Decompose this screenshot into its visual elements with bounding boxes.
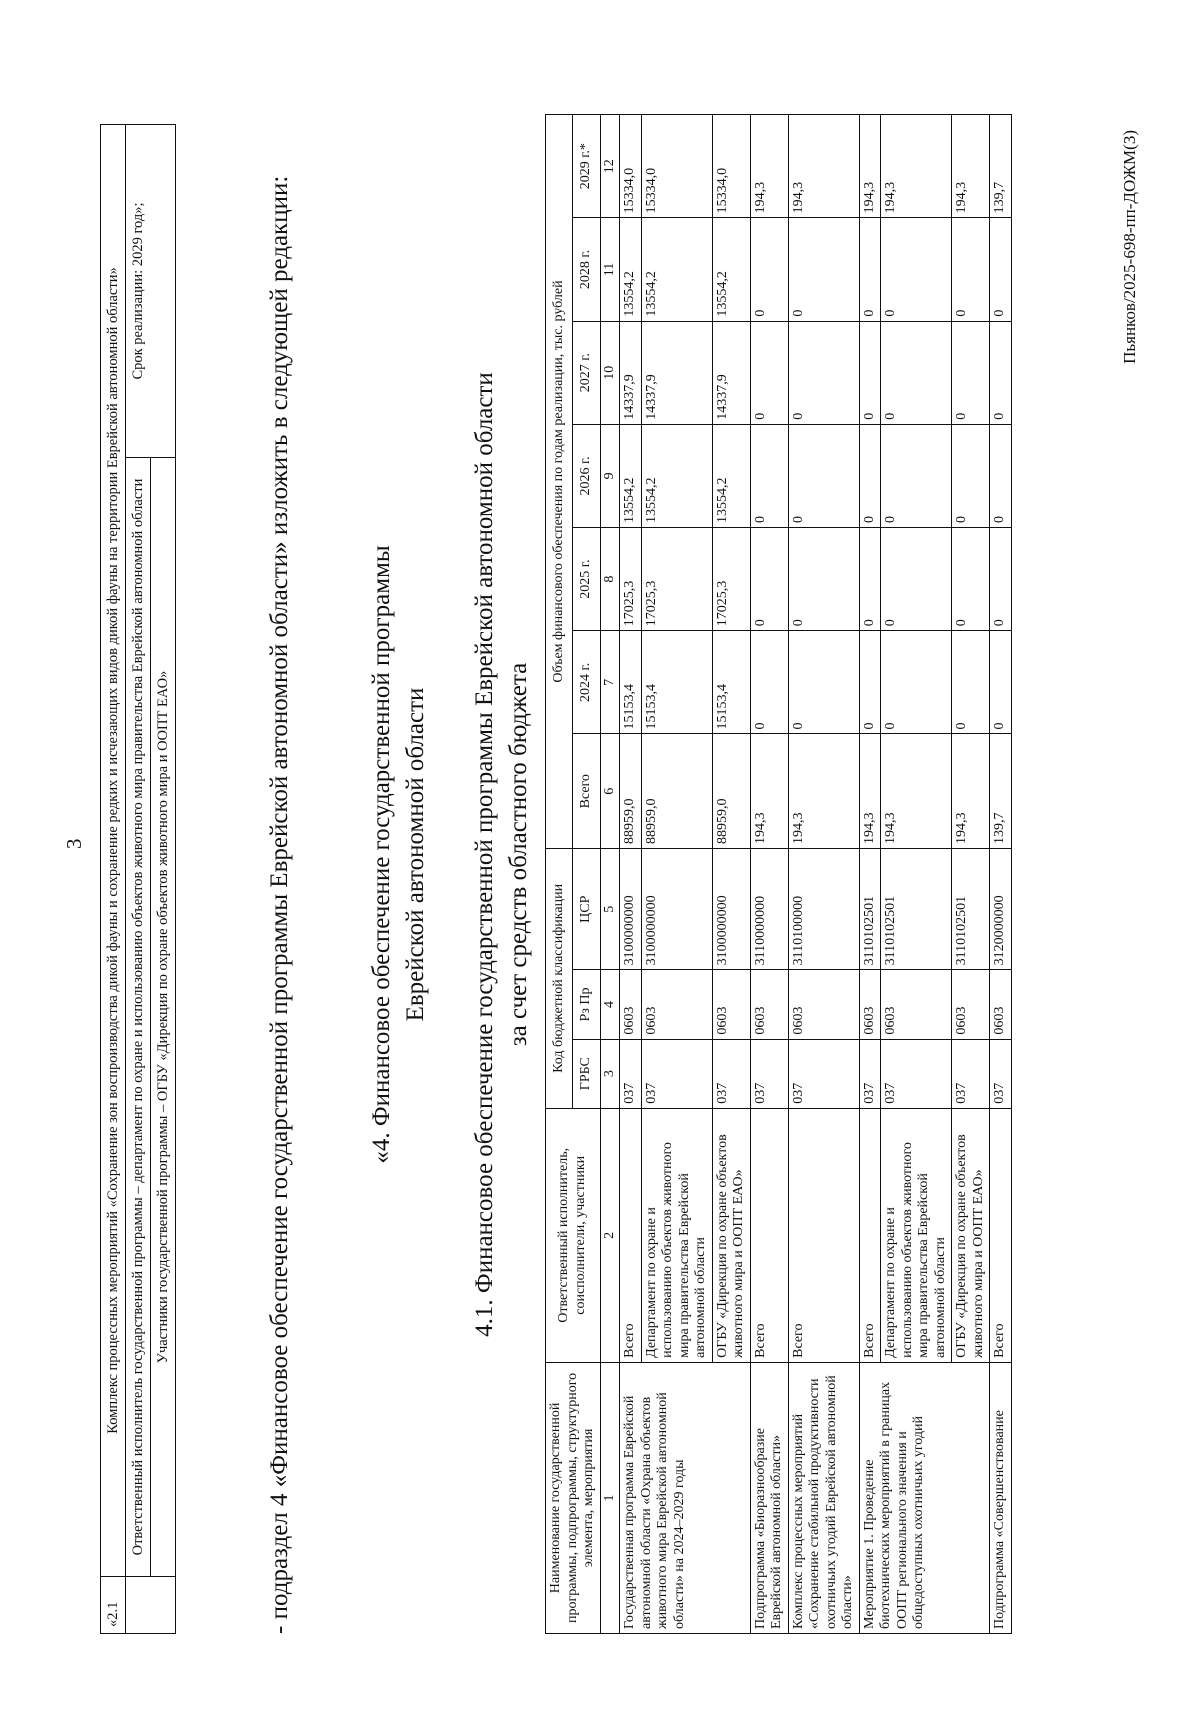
lead-paragraph: - подраздел 4 «Финансовое обеспечение государственной программы Еврейской автономной области» изложить в следующей редакции: [266, 175, 293, 1634]
year-cell: 0 [750, 528, 788, 631]
rzpr-cell: 0603 [641, 970, 712, 1039]
section-4-1-title [468, 0, 536, 1709]
header-year: 2026 г. [573, 424, 600, 527]
year-cell: 0 [859, 218, 881, 321]
executor-cell: Всего [788, 1108, 859, 1362]
passport-row [101, 125, 126, 1634]
grbs-cell: 037 [990, 1039, 1012, 1108]
header-year: 2029 г.* [573, 115, 600, 218]
grbs-cell: 037 [859, 1039, 881, 1108]
year-cell: 194,3 [750, 115, 788, 218]
table-row [750, 115, 788, 1634]
csr-cell: 3100000000 [620, 849, 642, 970]
header-name: Наименование государственной программы, подпрограммы, структурного элемента, мероприятия [546, 1362, 601, 1633]
grbs-cell: 037 [712, 1039, 750, 1108]
year-cell: 194,3 [881, 115, 952, 218]
header-volume: Объем финансового обеспечения по годам реализации, тыс. рублей [546, 115, 573, 849]
table-row [990, 115, 1012, 1634]
header-executor: Ответственный исполнитель, соисполнители, участники [546, 1108, 601, 1362]
executor-cell: Департамент по охране и использованию объектов животного мира правительства Еврейской автономной области [641, 1108, 712, 1362]
complex-name: Комплекс процессных мероприятий «Сохранение зон воспроизводства дикой фауны и сохранение редких и исчезающих видов дикой фауны на территории Еврейской автономной области» [101, 125, 126, 1577]
header-budget-code: Код бюджетной классификации [546, 849, 573, 1109]
section-4-title [365, 0, 433, 1709]
year-cell: 15153,4 [641, 631, 712, 734]
year-cell: 0 [788, 321, 859, 424]
index-cell: 9 [600, 424, 620, 527]
year-cell: 0 [750, 424, 788, 527]
year-cell: 14337,9 [712, 321, 750, 424]
year-cell: 0 [859, 424, 881, 527]
grbs-cell: 037 [750, 1039, 788, 1108]
year-cell: 0 [990, 424, 1012, 527]
term-text: Срок реализации: 2029 год»; [126, 125, 176, 458]
total-cell: 194,3 [788, 734, 859, 849]
header-year: 2025 г. [573, 528, 600, 631]
page-number: 3 [62, 838, 86, 849]
grbs-cell: 037 [952, 1039, 990, 1108]
index-cell: 3 [600, 1039, 620, 1108]
financing-table [545, 114, 1012, 1634]
header-grbs: ГРБС [573, 1039, 600, 1108]
year-cell: 0 [990, 321, 1012, 424]
year-cell: 0 [788, 631, 859, 734]
table-row [788, 115, 859, 1634]
year-cell: 13554,2 [641, 424, 712, 527]
grbs-cell: 037 [641, 1039, 712, 1108]
header-rzpr: Рз Пр [573, 970, 600, 1039]
measure-name: Мероприятие 1. Проведение биотехнических мероприятий в границах ООПТ регионального значения и общедоступных охотничьих угодий [859, 1362, 990, 1633]
index-cell: 11 [600, 218, 620, 321]
year-cell: 0 [881, 424, 952, 527]
year-cell: 13554,2 [620, 424, 642, 527]
year-cell: 17025,3 [641, 528, 712, 631]
rzpr-cell: 0603 [788, 970, 859, 1039]
participants-text: Участники государственной программы – ОГБУ «Дирекция по охране объектов животного мира и ООПТ ЕАО» [151, 458, 176, 1577]
index-cell: 12 [600, 115, 620, 218]
executor-cell: ОГБУ «Дирекция по охране объектов животного мира и ООПТ ЕАО» [952, 1108, 990, 1362]
item-number: «2.1 [101, 1577, 126, 1634]
year-cell: 0 [788, 528, 859, 631]
index-row [600, 115, 620, 1634]
csr-cell: 3120000000 [990, 849, 1012, 970]
executor-cell: Всего [859, 1108, 881, 1362]
year-cell: 194,3 [788, 115, 859, 218]
year-cell: 0 [881, 631, 952, 734]
year-cell: 15334,0 [620, 115, 642, 218]
index-cell: 5 [600, 849, 620, 970]
total-cell: 194,3 [750, 734, 788, 849]
header-year: 2028 г. [573, 218, 600, 321]
csr-cell: 3100000000 [641, 849, 712, 970]
index-cell: 1 [600, 1362, 620, 1633]
total-cell: 194,3 [881, 734, 952, 849]
rzpr-cell: 0603 [750, 970, 788, 1039]
document-code: Пьянков/2025-698-пп-ДОЖМ(3) [1120, 130, 1139, 364]
rzpr-cell: 0603 [881, 970, 952, 1039]
rzpr-cell: 0603 [712, 970, 750, 1039]
year-cell: 15153,4 [712, 631, 750, 734]
rzpr-cell: 0603 [620, 970, 642, 1039]
year-cell: 0 [750, 218, 788, 321]
header-row [546, 115, 573, 1634]
executor-cell: Всего [990, 1108, 1012, 1362]
index-cell: 7 [600, 631, 620, 734]
year-cell: 17025,3 [712, 528, 750, 631]
year-cell: 0 [952, 631, 990, 734]
csr-cell: 3110100000 [788, 849, 859, 970]
year-cell: 13554,2 [620, 218, 642, 321]
total-cell: 88959,0 [641, 734, 712, 849]
year-cell: 0 [952, 218, 990, 321]
program-name: Государственная программа Еврейской автономной области «Охрана объектов животного мира Еврейской автономной области» на 2024–2029 годы [620, 1362, 751, 1633]
grbs-cell: 037 [788, 1039, 859, 1108]
total-cell: 88959,0 [712, 734, 750, 849]
year-cell: 0 [859, 631, 881, 734]
year-cell: 14337,9 [641, 321, 712, 424]
grbs-cell: 037 [881, 1039, 952, 1108]
year-cell: 194,3 [952, 115, 990, 218]
year-cell: 0 [990, 631, 1012, 734]
year-cell: 0 [990, 218, 1012, 321]
executor-cell: ОГБУ «Дирекция по охране объектов животного мира и ООПТ ЕАО» [712, 1108, 750, 1362]
year-cell: 14337,9 [620, 321, 642, 424]
section-4-1-title-line: 4.1. Финансовое обеспечение государственной программы Еврейской автономной области [471, 372, 498, 1337]
table-body [600, 115, 1011, 1634]
rzpr-cell: 0603 [859, 970, 881, 1039]
rzpr-cell: 0603 [990, 970, 1012, 1039]
index-cell: 10 [600, 321, 620, 424]
csr-cell: 3100000000 [712, 849, 750, 970]
total-cell: 88959,0 [620, 734, 642, 849]
executor-text: Ответственный исполнитель государственной программы – департамент по охране и использованию объектов животного мира правительства Еврейской автономной области [126, 458, 151, 1577]
complex-name: Комплекс процессных мероприятий «Сохранение стабильной продуктивности охотничьих угодий Еврейской автономной области» [788, 1362, 859, 1633]
passport-table [100, 124, 176, 1634]
year-cell: 139,7 [990, 115, 1012, 218]
year-cell: 0 [881, 321, 952, 424]
total-cell: 139,7 [990, 734, 1012, 849]
rzpr-cell: 0603 [952, 970, 990, 1039]
executor-cell: Всего [620, 1108, 642, 1362]
year-cell: 0 [859, 321, 881, 424]
csr-cell: 3110102501 [859, 849, 881, 970]
total-cell: 194,3 [859, 734, 881, 849]
empty-cell [126, 1577, 176, 1634]
year-cell: 15334,0 [712, 115, 750, 218]
grbs-cell: 037 [620, 1039, 642, 1108]
year-cell: 0 [859, 528, 881, 631]
year-cell: 13554,2 [641, 218, 712, 321]
header-year: 2024 г. [573, 631, 600, 734]
year-cell: 0 [952, 528, 990, 631]
passport-row [126, 125, 151, 1634]
section-4-1-title-line: за счет средств областного бюджета [504, 662, 532, 1047]
executor-cell: Департамент по охране и использованию объектов животного мира правительства Еврейской автономной области [881, 1108, 952, 1362]
year-cell: 0 [881, 528, 952, 631]
year-cell: 0 [788, 424, 859, 527]
subprogram-name: Подпрограмма «Биоразнообразие Еврейской автономной области» [750, 1362, 788, 1633]
table-row [859, 115, 881, 1634]
year-cell: 0 [788, 218, 859, 321]
year-cell: 0 [990, 528, 1012, 631]
year-cell: 0 [750, 321, 788, 424]
csr-cell: 3110102501 [952, 849, 990, 970]
index-cell: 2 [600, 1108, 620, 1362]
index-cell: 6 [600, 734, 620, 849]
year-cell: 0 [750, 631, 788, 734]
csr-cell: 3110102501 [881, 849, 952, 970]
table-row [620, 115, 642, 1634]
year-cell: 17025,3 [620, 528, 642, 631]
year-cell: 194,3 [859, 115, 881, 218]
index-cell: 8 [600, 528, 620, 631]
year-cell: 15153,4 [620, 631, 642, 734]
year-cell: 13554,2 [712, 218, 750, 321]
section-4-title-line: Еврейской автономной области [401, 687, 429, 1022]
header-csr: ЦСР [573, 849, 600, 970]
executor-cell: Всего [750, 1108, 788, 1362]
year-cell: 15334,0 [641, 115, 712, 218]
index-cell: 4 [600, 970, 620, 1039]
header-total: Всего [573, 734, 600, 849]
year-cell: 13554,2 [712, 424, 750, 527]
header-year: 2027 г. [573, 321, 600, 424]
csr-cell: 3110000000 [750, 849, 788, 970]
year-cell: 0 [881, 218, 952, 321]
subprogram-name: Подпрограмма «Совершенствование [990, 1362, 1012, 1633]
year-cell: 0 [952, 424, 990, 527]
total-cell: 194,3 [952, 734, 990, 849]
year-cell: 0 [952, 321, 990, 424]
section-4-title-line: «4. Финансовое обеспечение государственной программы [368, 545, 395, 1164]
